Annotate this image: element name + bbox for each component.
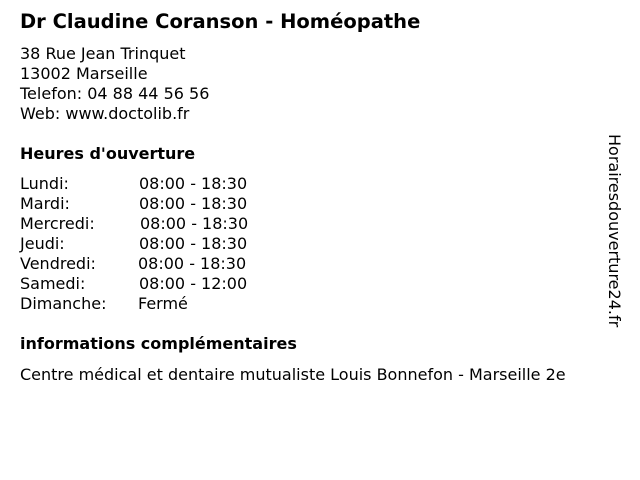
hours-row-friday <box>20 254 320 274</box>
time-range: 08:00 - 18:30 <box>139 234 248 253</box>
hours-row-wednesday <box>20 214 320 234</box>
day-label: Mardi: <box>20 194 70 213</box>
website: Web: www.doctolib.fr <box>20 104 190 123</box>
address-city: 13002 Marseille <box>20 64 148 83</box>
time-range: 08:00 - 18:30 <box>139 174 248 193</box>
day-label: Lundi: <box>20 174 69 193</box>
time-range: 08:00 - 18:30 <box>139 194 248 213</box>
hours-row-sunday <box>20 294 320 314</box>
hours-row-saturday <box>20 274 320 294</box>
time-range: 08:00 - 18:30 <box>138 254 247 273</box>
additional-info-heading: informations complémentaires <box>20 334 297 353</box>
day-label: Jeudi: <box>20 234 65 253</box>
additional-info-text: Centre médical et dentaire mutualiste Louis Bonnefon - Marseille 2e <box>20 365 566 384</box>
day-label: Vendredi: <box>20 254 96 273</box>
day-label: Samedi: <box>20 274 86 293</box>
phone-number: Telefon: 04 88 44 56 56 <box>20 84 210 103</box>
time-range: 08:00 - 18:30 <box>140 214 249 233</box>
day-label: Mercredi: <box>20 214 95 233</box>
time-range: 08:00 - 12:00 <box>139 274 248 293</box>
opening-hours-heading: Heures d'ouverture <box>20 144 196 163</box>
hours-row-thursday <box>20 234 320 254</box>
address-street: 38 Rue Jean Trinquet <box>20 44 186 63</box>
opening-hours-table <box>20 174 320 314</box>
contact-block <box>20 44 209 124</box>
time-range: Fermé <box>138 294 188 313</box>
day-label: Dimanche: <box>20 294 107 313</box>
hours-row-monday <box>20 174 320 194</box>
site-watermark: Horairesdouverture24.fr <box>605 134 624 328</box>
hours-row-tuesday <box>20 194 320 214</box>
page-title: Dr Claudine Coranson - Homéopathe <box>20 10 421 33</box>
